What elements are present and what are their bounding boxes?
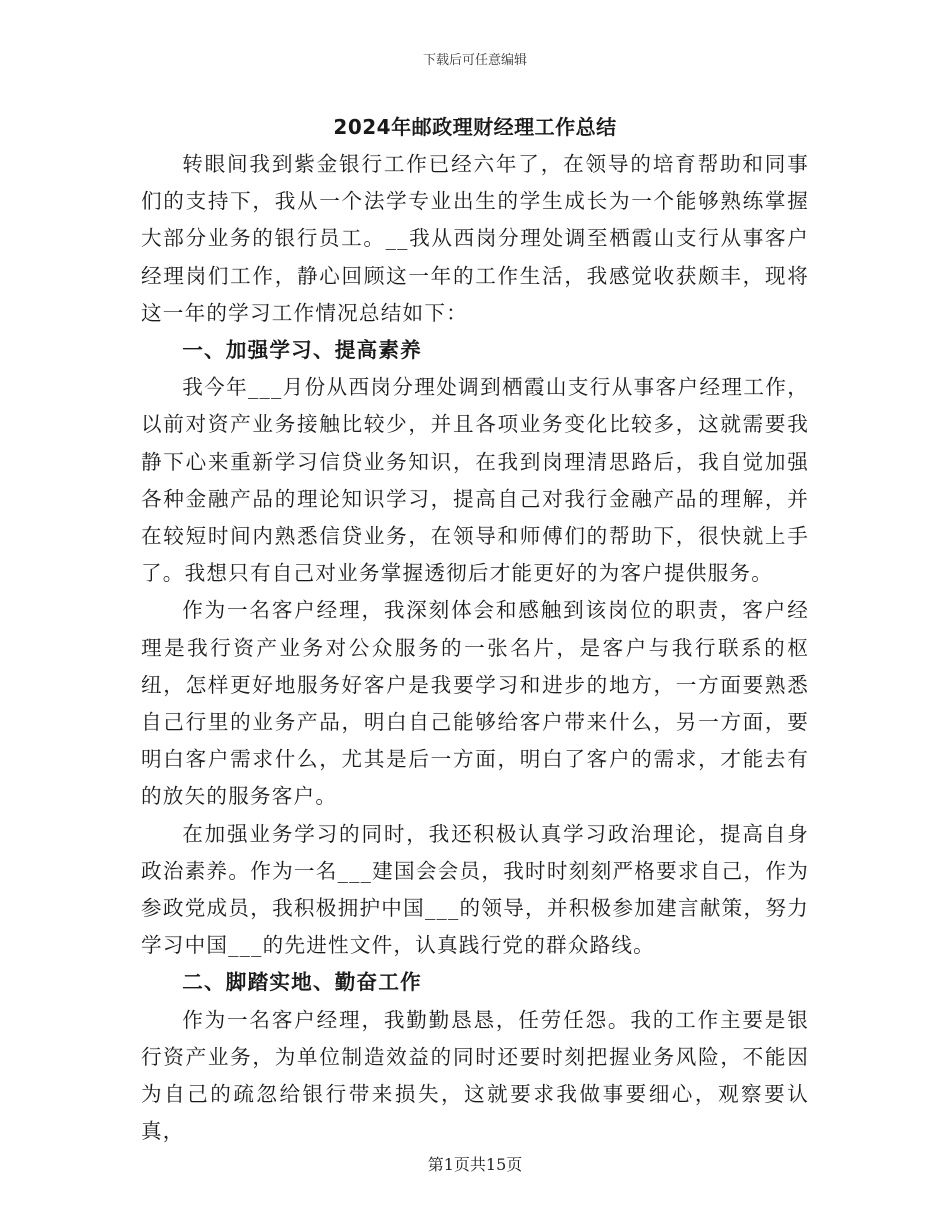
header-note: 下载后可任意编辑 xyxy=(422,53,527,68)
document-title: 2024年邮政理财经理工作总结 xyxy=(333,115,617,139)
section-heading-1: 一、加强学习、提高素养 xyxy=(182,338,422,363)
paragraph-politics: 在加强业务学习的同时，我还积极认真学习政治理论，提高自身政治素养。作为一名___建国会会员，我时时刻刻严格要求自己，作为参政党成员，我积极拥护中国___的领导，并积极参加建言献策，努力学习中国___的先进性文件，认真践行党的群众路线。 xyxy=(141,821,809,958)
paragraph-intro: 转眼间我到紫金银行工作已经六年了，在领导的培育帮助和同事们的支持下，我从一个法学专业出生的学生成长为一个能够熟练掌握大部分业务的银行员工。__我从西岗分理处调至栖霞山支行从事客户经理岗们工作，静心回顾这一年的工作生活，我感觉收获颇丰，现将这一年的学习工作情况总结如下： xyxy=(141,152,809,325)
section-heading-2: 二、脚踏实地、勤奋工作 xyxy=(182,970,422,995)
paragraph-role: 作为一名客户经理，我深刻体会和感触到该岗位的职责，客户经理是我行资产业务对公众服务的一张名片，是客户与我行联系的枢纽，怎样更好地服务好客户是我要学习和进步的地方，一方面要熟悉自己行里的业务产品，明白自己能够给客户带来什么，另一方面，要明白客户需求什么，尤其是后一方面，明白了客户的需求，才能去有的放矢的服务客户。 xyxy=(141,598,809,809)
paragraph-study: 我今年___月份从西岗分理处调到栖霞山支行从事客户经理工作，以前对资产业务接触比较少，并且各项业务变化比较多，这就需要我静下心来重新学习信贷业务知识，在我到岗理清思路后，我自觉加强各种金融产品的理论知识学习，提高自己对我行金融产品的理解，并在较短时间内熟悉信贷业务，在领导和师傅们的帮助下，很快就上手了。我想只有自己对业务掌握透彻后才能更好的为客户提供服务。 xyxy=(141,375,809,586)
page-number: 第1页共15页 xyxy=(427,1155,523,1174)
paragraph-work: 作为一名客户经理，我勤勤恳恳，任劳任怨。我的工作主要是银行资产业务，为单位制造效益的同时还要时刻把握业务风险，不能因为自己的疏忽给银行带来损失，这就要求我做事要细心，观察要认真， xyxy=(141,1007,809,1144)
document-body xyxy=(141,146,809,1150)
